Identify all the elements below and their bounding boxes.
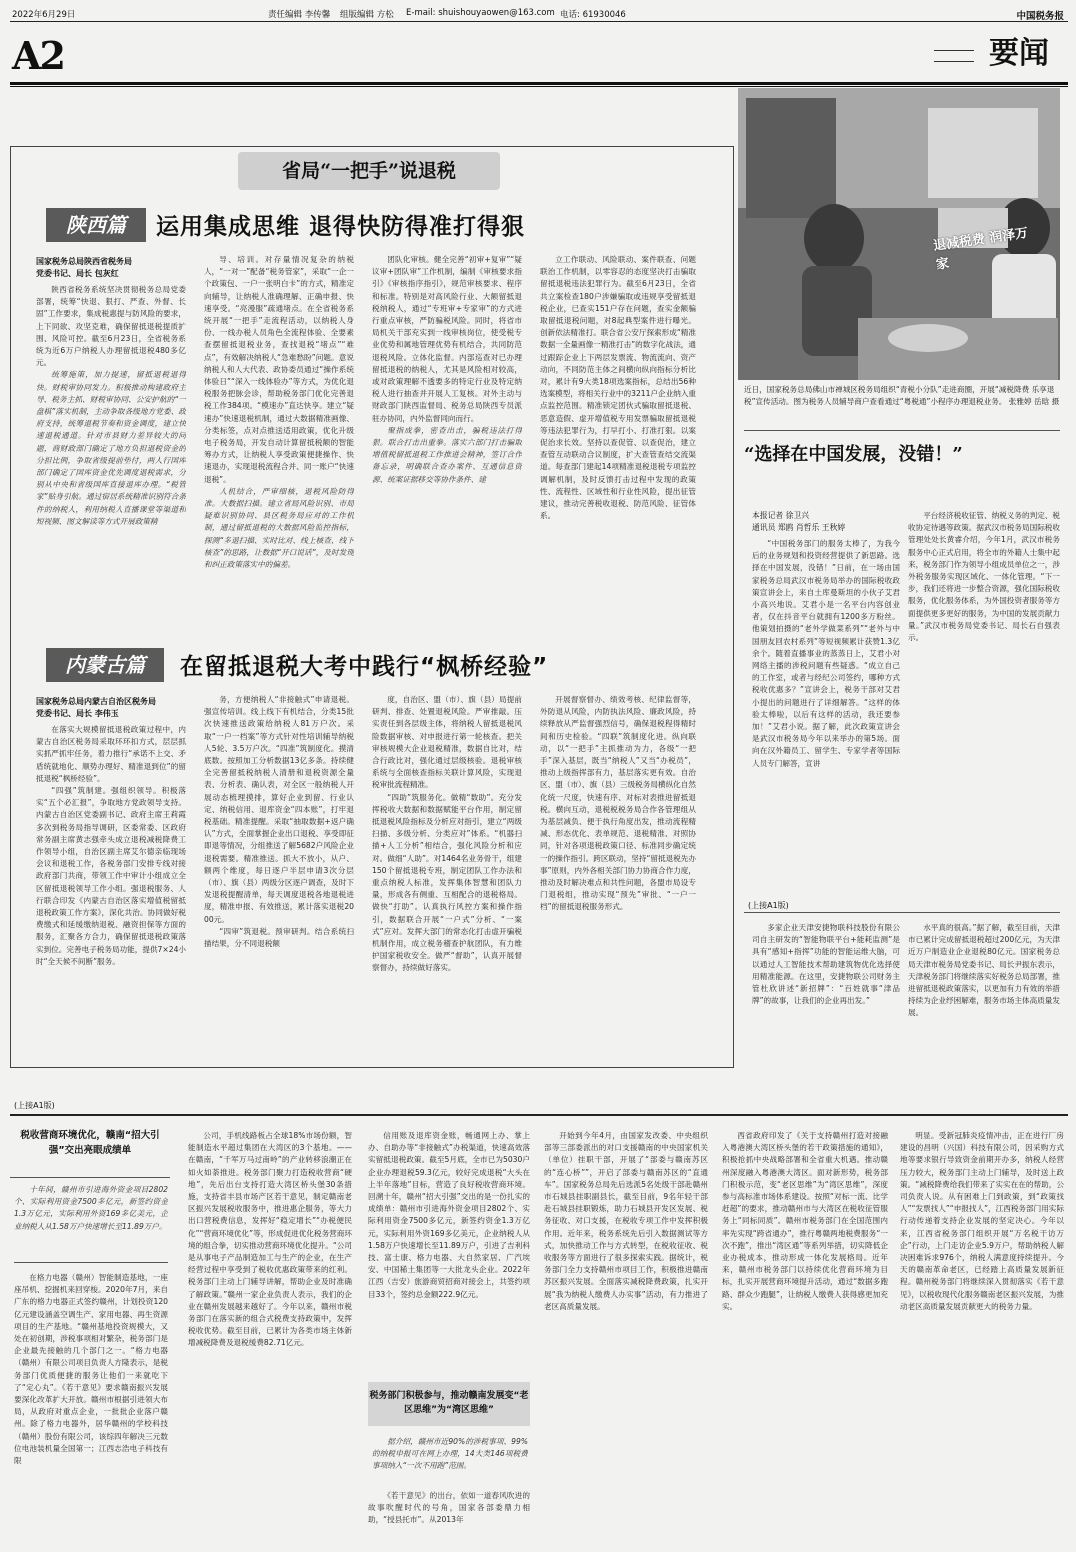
article4-note — [372, 1436, 528, 1484]
divider — [14, 1262, 168, 1263]
header-rule-thin — [10, 86, 1068, 87]
byline-org: 国家税务总局内蒙古自治区税务局 — [36, 697, 156, 706]
byline-choose-china — [752, 510, 902, 534]
paper-name: 中国税务报 — [1016, 11, 1064, 22]
paragraph: 平台经济税收征管、纳税义务的判定、税收协定待遇等政策。据武汉市税务局国际税收管理处处长黄睿介绍，今年1月，武汉市税务服务中心正式启用，将全市的外籍人士集中起来，税务部门作为领导小组成员单位之一，涉外税务服务实现区域化、一体化管理。“下一步，我们还将进一步整合资源，强化国际税收服务，优化服务体系，为外国投资者服务等方面提供更多更好的服务，为中国的发展贡献力量。”武汉市税务局党委书记、局长石自强表示。 — [908, 511, 1060, 643]
paragraph: 多家企业天津安捷物联科技股份有限公司自主研发的“智能物联平台+能耗监测”是具有“感知+指挥”功能的智能运维大脑，可以通过人工智能技术帮助建筑物优化选择使用精准能源。在这里，安捷物联公司财务主管杜欣讲述“新招牌”：“百姓就事“津品牌”的故事，让我们的企业再出发。” — [752, 923, 900, 1006]
header-rule — [10, 82, 1068, 85]
paragraph: 务，方便纳税人“非接触式”申请退税。强宣传培训。线上线下有机结合，分类15批次快速推送政策给纳税人81万户次。采取“一户一档案”等方式针对性培训辅导纳税人5轮、3.5万户次。“四准”筑制度化。摸清底数。按照加工分析数据13亿多条。持续健全完善留抵税纳税人清册和退税资源全量表、分析表、确认表，对全区一般纳税人开展动态梳理摸排，算好企业到留、行业认定、纳税信用、退库资金“四本账”，打牢退税基础。精准提醒。采取“抽取数据+返户确认”方式，全面掌握企业出口退税、享受即征即退等情况，分组推送了解5682户风险企业退税需要。精准推送。抓大不放小，从户、额两个维度，每日逐户半层申请3次分层（市）、旗（县）两级分区逐户调查，及时下发退税提醒清单，每天调度退税各地退税进度，精准申报、有效推送，累计落实退税2000元。 — [204, 695, 354, 924]
article4-subhead: 税务部门积极参与，推动赣南发展变“老区思维”为“湾区思维” — [368, 1382, 530, 1426]
article1-col2 — [204, 254, 354, 632]
paragraph: 陕西省税务系统坚决贯彻税务总局党委部署，统筹“快退、狠打、严查、外督、长固”工作要求，集成税惠提与防风险的要求，上下同欲、攻坚克难，确保留抵退税提质扩围、风险可控。截至6月23日，全省税务系统为近6万户纳税人办理留抵退税480多亿元。 — [36, 285, 186, 368]
article2-col3 — [372, 694, 522, 1064]
byline-name: 党委书记、局长 李伟玉 — [36, 709, 119, 718]
section-title: 要闻 — [989, 36, 1049, 71]
paragraph: “四审”筑退税。预审研判。结合系统扫描结果，分不同退税额 — [204, 926, 354, 949]
article4-col5 — [722, 1130, 888, 1542]
article1-col3 — [372, 254, 522, 632]
byline-reporter: 本报记者 徐卫兴 — [752, 511, 810, 520]
issue-date: 2022年6月29日 — [12, 10, 76, 20]
contact-email: E-mail: shuishouyaowen@163.com — [406, 8, 555, 18]
paragraph: 开始到今年4月，由国家发改委、中央组织部等三部委派出的对口支援赣南的中央国家机关（单位）挂职干部，开展了“部委与赣南苏区的“连心桥””，开启了部委与赣南苏区的“直通车”。国家税务总局先后选派5名处级干部赴赣州市石城县挂职副县长，截至目前，9名年轻干部赴石城县挂职锻炼，助力石城县开发区发展、税务征收、对口支援，在税收专项工作中发挥积极作用。近年来，税务系统先后引入数据测试等方式，加快推动工作与方式转型，在税收征收、税收服务等方面进行了很多探索实践。据统计，税务部门全力支持赣州市项目工作，积极推进赣南苏区振兴发展。全面落实减税降费政策，扎实开展“我为纳税人缴费人办实事”活动，有力推进了老区高质量发展。 — [544, 1131, 708, 1311]
article4-col3b — [368, 1490, 530, 1542]
article2-col1 — [36, 724, 186, 1064]
headline-choose-china: “选择在中国发展，没错！” — [744, 444, 963, 465]
article3-col1 — [752, 538, 900, 882]
article1-col1 — [36, 284, 186, 632]
paragraph: “四助”筑服务化。做精“数助”。充分发挥税收大数据和数据赋能平台作用，制定留抵退税风险指标及分析应对指引，建立“两级扫描、多级分析、分类应对”体系。“机器扫描+人工分析”相结合，强化风险分析和应对。做细“人助”。对1464名业务骨干，组建150个留抵退税专班，制定团队工作办法和重点纳税人标准，发挥集体智慧和团队力量，形成各有侧重、互相配合的退税格局。做快“打助”。认真执行风控方案和操作指引，数据联合开展“一户式”分析、“一案式”应对。发挥大部门的常态化打击虚开骗税机制作用，成立税务稽查护航团队，有力维护国家税收安全。做严“督助”，认真开展督察督办，持续做好落实。 — [372, 792, 522, 973]
byline-inner-mongolia — [36, 696, 186, 720]
paragraph: 度，自治区、盟（市）、旗（县）局提前研判、排查、处置退税风险。严审推敲。压实责任到各层级主体，将纳税人留抵退税风险数据审核、对申报进行第一轮核查。把关审核规模大企业退税精准，数据自比对，结合行政比对，强化通过层级核验。退税审核系统与全面核查指标关联计算风险，实现退税审批流程精准。 — [372, 695, 522, 790]
photo-caption: 近日，国家税务总局佛山市禅城区税务局组织“青税小分队”走进商圈，开展“减税降费 乐享退税”宣传活动。图为税务人员辅导商户查看通过“粤税通”小程序办理退税业务。 张雅婷 岳晗 摄 — [744, 385, 1060, 406]
article4-col3 — [368, 1130, 530, 1376]
bottom-section-rule — [10, 1114, 1068, 1116]
headline-inner-mongolia: 在留抵退税大考中践行“枫桥经验” — [180, 654, 549, 680]
section-decoration — [934, 50, 974, 62]
article4-col1 — [14, 1272, 168, 1542]
paragraph: 信用账及退库资金账，畅通网上办、掌上办、自助办等“非接触式”办税渠道，快速高效落实留抵退税政策。截至5月底，全市已为5030户企业办理退税59.3亿元，较好完成退税“大头在上半年落地”目标，营造了良好税收营商环境。回溯十年，赣州“招大引强”交出的是一份扎实的成绩单：赣州市引进海外资金项目2802个、实际利用资金7500多亿元，新签约资金1.3万亿元，实际利用外资169多亿美元，企业纳税人从1.58万户快速增长至11.89万户，引进了吉利科技、富士康、格力电器、大自然家居、广汽埃安、中国稀土集团等一大批龙头企业。2022年江西（吉安）旅游商贸招商对接会上，共签约项目33个，签约总金额222.9亿元。 — [368, 1131, 530, 1299]
paragraph: 开展督察督办、绩效考核、纪律监督等，外防退从风险，内防执法风险、廉政风险，持续释放从严监督强烈信号，确保退税程得精时间和历史检验。“四联”筑制度化进。纵向联动，以“一把手”主抓推动为力，各级“一把手”深入基层，既当“纳税人”又当“办税员”，推动上级指挥部有力，基层落实更有效。自治区、盟（市）、旗（县）三级税务局横纵化自然化统一尺度，快速有序、对标对表推进留抵退税。横向互动，退税税税务局合作各管理组从为基层减负、便于执行角度出发，推动流程精减、形态优化、表单规范、退税精准、对照协同，针对各项退税政策口径、标准同步确定统一的操作指引。跨区联动，坚持“留抵退税先办事”原则，内外各相关部门协力协商合作力度，推动及时解决难点和共性问题，各盟市局设专门退税组，推动实现“预先”审批、“一户一档”的留抵退税服务形式。 — [540, 695, 696, 912]
byline-org: 国家税务总局陕西省税务局 — [36, 257, 132, 266]
page-number: A2 — [12, 33, 64, 78]
paragraph: 公司，手机线路板占全球18%市场份额，智能制造水平超过集团在大湾区的3个基地。——在赣南，“千军万马过南岭”的产业转移浪潮正在如火如荼推进。税务部门聚力打造税收营商“硬地”，先后出台支持打造大湾区桥头堡30条措施，支持省丰县市场产区若干意见，制定赣南老区振兴发展税收服务中，推进惠企服务，等大力出口营税费信息，发挥好“稳定增长”“办税便民化”“营商环境优化”等，形成促进优化税务营商环境的组合拳，切实推动营商环境优化提升。“公司是从事电子产品制造加工与生产的企业，在生产经营过程中享受到了税收优惠政策带来的红利。税务部门主动上门辅导讲解，帮助企业及时准确了解政策。”赣州一家企业负责人表示，我们的企业在赣州发展越来越好了。今年以来，赣州市税务部门在落实新的组合式税费支持政策中，发挥税收优势。截至目前，已累计为各类市场主体新增减税降费及退税缓费82.71亿元。 — [188, 1131, 352, 1348]
article4-title: 税收营商环境优化，赣南“招大引强”交出亮眼成绩单 — [10, 1128, 170, 1178]
news-photo — [738, 88, 1060, 380]
divider — [744, 912, 1060, 913]
paragraph: 据介绍，赣州市近90%的涉税事项、99%的纳税申报可在网上办理，14大类146项税费事项纳入“一次不用跑”范围。 — [372, 1437, 528, 1471]
series-banner: 省局“一把手”说退税 — [238, 152, 500, 190]
paragraph: 在落实大规模留抵退税政策过程中，内蒙古自治区税务局采取环环扣方式，层层抓实抓严抓牢任务，着力推行“承诺不上交、矛盾统就地化、顺势办理好、精准退到位”的留抵退税“枫桥经验”。 — [36, 725, 186, 783]
article4-col2 — [188, 1130, 352, 1542]
paragraph: 人机结合，严审细核，退税风险防得准。大数据扫描。建立省局风险识别、市局疑难识别协同、县区税务局应对的工作机制，通过留抵退税的大数据风险监控指标，探测“多退扫描、实时比对、线上核查、线下核查”的思路，让数据“开口说话”，及时发现和纠正政策落实中的偏差。 — [204, 486, 354, 570]
region-tag-inner-mongolia: 内蒙古篇 — [46, 648, 164, 682]
byline-name: 党委书记、局长 包灰红 — [36, 269, 119, 278]
masthead-bar — [10, 6, 1068, 22]
region-tag-shaanxi: 陕西篇 — [46, 208, 146, 242]
byline-shaanxi — [36, 256, 186, 280]
continued-tag: (上接A1版) — [748, 901, 789, 910]
article4-col6 — [900, 1130, 1064, 1542]
paragraph: 《若干意见》的出台，依如一道春风吹进的故事吹醒时代的号角，国家各部委鼎力相助，“授县托市”。从2013年 — [368, 1491, 530, 1525]
photo-poster-text: 退减税费 润泽万家 — [932, 225, 1030, 273]
divider — [744, 430, 1060, 431]
article3-col4 — [908, 922, 1060, 1068]
article4-summary — [14, 1184, 168, 1256]
paragraph: “中国税务部门的服务太棒了，为我今后的业务规划和投资经营提供了新思路。选择在中国发展，没错！”日前，在一场由国家税务总局武汉市税务局举办的国际税收政策宣讲会上，来自土库曼斯坦的小伙子艾君小高兴地说。艾君小是一名平台内容创业者，仅在抖音平台就拥有1200多万粉丝。他策划拍摄的“老外学做菜系列”“老外与中国朋友回农村系列”等短视频累计获赞1.3亿余个。随着直播事业的蒸蒸日上，艾君小对网络主播的涉税问题有些疑惑。“成立自己的工作室，或者与经纪公司签约，哪种方式税收优惠多？”宣讲会上，税务干部对艾君小提出的问题进行了详细解答。“这样的体验太棒啦，以后有这样的活动，我还要参加！”艾君小说。据了解，此次政策宣讲会是武汉市税务局今年以来举办的第5场。面向在汉外籍员工、留学生、专家学者等国际人员专门解答，宣讲 — [752, 539, 900, 768]
article3-col3 — [752, 922, 900, 1068]
article3-col2 — [908, 510, 1060, 882]
paragraph: 统筹施策，加力提速，留抵退税退得快。财税审协同发力。积极推动构建政府主导、税务主抓、财税审协同、公安护航的“一盘棋”落实机制，主动争取各级地方党委、政府支持，统筹退税节奏和资金调度，建立快速退税通道。针对市县财力差异较大的问题，商财政部门确定了地方负担退税资金的分担比例，争取省级提前垫付，两人行国库部门确定了国库资金优先调度退税需求，分别从中央和省级国库直接退库办理。“税管家”贴身引航。通过宿居系统精准识别符合条件的纳税人，利用纳税人直播课堂等渠道和短视频、图文解读等方式开展政策精 — [36, 370, 186, 526]
byline-correspondent: 通讯员 郑鸥 肖哲乐 王秋婷 — [752, 523, 846, 532]
paragraph: 聚指成拳，密查出击，骗税违法打得狠。联合打击出重拳。落实六部门打击骗取增值税留抵退税工作推进会精神，签订合作备忘录，明确联合查办案件、互通信息资源、统案证据移交等协作条件、建 — [372, 425, 522, 484]
article4-col4 — [544, 1130, 708, 1542]
editor-credit: 责任编辑 李传馨 — [268, 10, 331, 20]
article1-col4 — [540, 254, 696, 632]
paragraph: 立工作联动、风险联动、案件联查、问题联治工作机制，以零容忍的态度坚决打击骗取留抵退税违法犯罪行为。截至6月23日，全省共立案检查180户涉嫌骗取或违规享受留抵退税企业，已查实151户存在问题，查实金额骗取留抵退税问题，对8起典型案件进行曝光。创新依法精准打。联合省公安厅探索形成“精准数据一全量画像一精准打击”的数字化战法，通过跟踪企业上下两层发票流、物流流向、资产动向，不同防范主体之间横向纵向指标分析比对，累计有9大类18项选案指标，总结出56种选案模型，将相关行业中的3211户企业纳入重点监控范围。精准锁定团伙式骗取留抵退税、恶意造假、虚开增值税专用发票骗取留抵退税等违法犯罪行为，打早打小、打准打狠。以案促治求长效。坚持以查促管、以查促治，建立查管互动联动合议制度，扩大查管查结交流渠道。每查部门建起14项精准退税退税专项监控调解机制，及时反馈打击过程中发现的政策性、流程性、区域性和行业性风险，提出征管建议，推动完善税收退税、防范风险、征管体系。 — [540, 255, 696, 521]
article2-col4 — [540, 694, 696, 1064]
paragraph: 在格力电器（赣州）智能制造基地，一座座吊机、挖掘机来回穿梭。2020年7月，来自广东的格力电器正式签约赣州，计划投资120亿元建设涵盖空调生产、家用电器、再生资源项目的生产基地。“赣州基地投资规模大，又处在初创期，涉税事项相对繁杂，税务部门是企业最先接触的几个部门之一。“格力电器（赣州）有限公司项目负责人方隆表示，是税务部门优质便捷的服务让他们一来就吃下了“定心丸”。《若干意见》要求赣南振兴发展要深化改革扩大开放。赣州市根据引进领大布局，从政府对重点企业，一批批企业落户赣州。除了格力电器外，居华赣州的学校科技（赣州）股份有限公司，该综四年解决三元数位电池装机量全国第一；江西志浩电子科技有限 — [14, 1273, 168, 1466]
paragraph: 导、培训。对存量情况复杂的纳税人，“一对一”配备“税务管家”，采取“一企一个政策包、一户一张明白卡”的方式，精准定向辅导，让纳税人准确理解、正确申报、快速享受。“亮漫服”疏通堵点。在全省税务系统开展“一把手”走流程活动，以纳税人身份、一线办税人员角色全流程体验、全要素查摆留抵退税业务，查找退税“堵点”“难点”，有效解决纳税人“急难愁盼”问题。意说纳税人和人大代表、政协委员通过“操作系统体验日”“深入一线体验办”等方式，为优化退税服务把脉会诊，帮助税务部门优化完善退税工作384项。“模速办”直达快享。建立“疑速办”快速退税机制，通过大数据精准画像、分类标签，点对点推送适用政策，优化升级电子税务局，开发自动计算留抵税额的智能筹办方式，让纳税人享受政策便捷操作、快速退办，实现退税流程合并、同一账户“快速退税”。 — [204, 255, 354, 484]
paragraph: 水平真的很高。”据了解，截至目前，天津市已累计完成留抵退税超过200亿元，为天津近万户制造业企业退税80亿元。国家税务总局天津市税务局党委书记、局长尹振东表示，天津税务部门将继续落实好税务总局部署，推进留抵退税政策落实，以更加有力有效的举措持续为企业纾困解难，服务市场主体高质量发展。 — [908, 923, 1060, 1018]
paragraph: 西省政府印发了《关于支持赣州打造对接融入粤港澳大湾区桥头堡的若干政策措施的通知》，积极抢抓中央战略部署和全省重大机遇。推动赣州深度融入粤港澳大湾区。面对新形势，税务部门积极示范，变“老区思维”为“湾区思维”，深度参与高标准市场体系建设。按照“对标一流、比学赶超”的要求，推动赣州市与大湾区在税收征管服务上“同标同质”。赣州市税务部门在全国范围内率先实现“跨省通办”，推行粤赣两地税费服务“一次不跑”，推出“湾区通”等系列举措，切实降低企业办税成本，推动形成一体化发展格局。近年来，赣州市税务部门以持续优化营商环境为目标，扎实开展营商环境提升活动，通过“数据多跑路、群众少跑腿”，让纳税人缴费人获得感更加充实。 — [722, 1131, 888, 1311]
paragraph: 明显。受新冠肺炎疫情冲击，正在进行厂房建设的昌明（兴国）科技有限公司，因采购方式地等要求银行导致资金前期开办多，纳税人经营压力较大，税务部门主动上门辅导，及时送上政策。“减税降费给我们带来了实实在在的帮助，公司负责人说。从有困难上门到政策，到“政策找人”“发票找人”“申报找人”，江西税务部门用实际行动传递着支持企业发展的坚定决心。今年以来，江西省税务部门组织开展“万名税干访万企”行动，上门走访企业5.9万户，帮助纳税人解决困难诉求976个，纳税人满意度持续提升。今天的赣南革命老区，已经踏上高质量发展新征程。赣州税务部门将继续深入贯彻落实《若干意见》，以税收现代化服务赣南老区振兴发展，为推动老区高质量发展贡献更大的税务力量。 — [900, 1131, 1064, 1311]
paragraph: 团队化审核。健全完善“初审+复审”“疑议审+团队审”工作机制，编制《审核要求指引》《审核指序指引》，规范审核要求、程序和标准。特别是对高风险行业、大额留抵退税纳税人，通过“专班审+专家审”的方式进行重点审核，严防骗税风险。同时，将省市局机关干部充实到一线审核岗位，使受税专业优势和属地管理优势有机结合，共同防范退税风险。立体化监督。内部巡查对已办理留抵退税的纳税人，尤其是风险相对较高，或对政策理解不透要多的特定行业及特定纳税人进行抽查并开展人工复核。对外主动与财政部门陕西监督局、税务总局陕西专员派驻办协同，内外监督同向而行。 — [372, 255, 522, 423]
headline-shaanxi: 运用集成思维 退得快防得准打得狠 — [156, 214, 526, 240]
article2-col2 — [204, 694, 354, 1064]
continued-tag-bottom: (上接A1版) — [14, 1101, 55, 1110]
paragraph: 十年间，赣州市引进海外资金项目2802个、实际利用资金7500多亿元，新签约资金1.3万亿元，实际利用外资169多亿美元，企业纳税人从1.58万户快速增长至11.89万户。 — [14, 1185, 168, 1231]
paragraph: “四强”筑制建。强组织领导。积极落实“五个必汇报”，争取地方党政领导支持。内蒙古自治区党委副书记、政府主席王莉霞多次到税务局指导调研，区委常委、区政府常务副主席黄志强牵头成立退税减税降费工作领导小组，自治区副主席艾尔德亲临现场会议和退税工作，各税务部门安排专线对接政府部门共商，带领工作中审计小组成立全区留抵退税领导工作小组。强退税服务、人行联合印发《内蒙古自治区落实增值税留抵退税政策工作方案》，深化共治。协同做好税费缴式和延缓缴纳退税、融资担保等方面的服务，汇聚各方合力，确保留抵退税政策落实到位。完善电子税务局功能，提供7×24小时“全天候不间断”服务。 — [36, 786, 186, 966]
contact-phone: 电话: 61930046 — [560, 10, 626, 20]
layout-editor-credit: 组版编辑 方松 — [340, 10, 394, 20]
